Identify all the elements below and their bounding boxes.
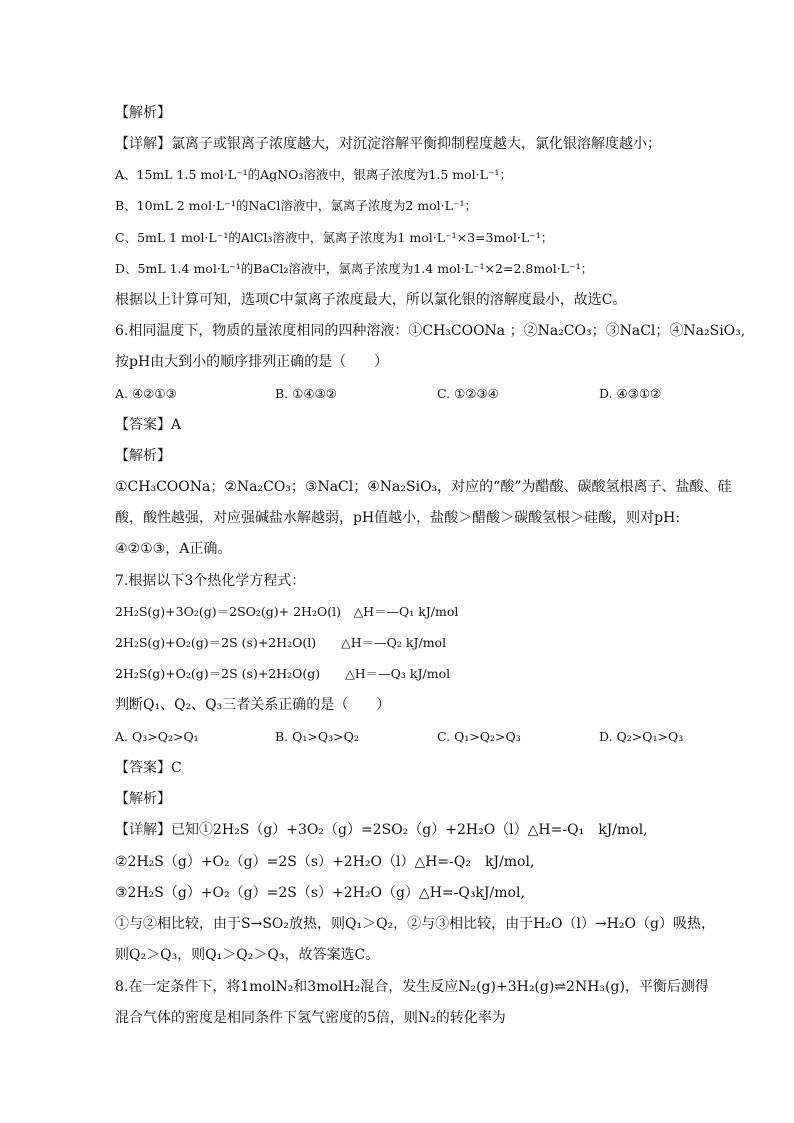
q7-detail-line-1: 【详解】已知①2H₂S（g）+3O₂（g）=2SO₂（g）+2H₂O（l）△H=-Q₁ kJ/mol, [115,822,648,838]
q7-detail-line-5: 则Q₂＞Q₃，则Q₁＞Q₂＞Q₃，故答案选C。 [115,947,380,963]
q6-option-a: A. ④②①③ [115,386,177,401]
q6-analysis-line-1: ①CH₃COONa；②Na₂CO₃；③NaCl；④Na₂SiO₃，对应的“酸”为醋酸、碳酸氢根离子、盐酸、硅 [115,479,732,495]
q6-analysis-line-2: 酸，酸性越强，对应强碱盐水解越弱，pH值越小，盐酸＞醋酸＞碳酸氢根＞硅酸，则对pH: [115,510,681,526]
q6-option-b: B. ①④③② [275,386,337,401]
q7-equation-3: 2H₂S(g)+O₂(g)＝2S (s)+2H₂O(g) △H＝—Q₃ kJ/mol [115,666,451,681]
q7-equation-1: 2H₂S(g)+3O₂(g)＝2SO₂(g)+ 2H₂O(l) △H＝—Q₁ kJ/mol [115,604,459,619]
analysis-label: 【解析】 [115,448,171,464]
q5-option-d-explanation: D、5mL 1.4 mol·L⁻¹的BaCl₂溶液中，氯离子浓度为1.4 mol·L⁻¹×2=2.8mol·L⁻¹； [115,261,594,276]
q7-detail-line-4: ①与②相比较，由于S→SO₂放热，则Q₁＞Q₂，②与③相比较，由于H₂O（l）→H₂O（g）吸热， [115,916,715,932]
q6-stem-line-2: 按pH由大到小的顺序排列正确的是（ ） [115,354,389,370]
q5-option-b-explanation: B、10mL 2 mol·L⁻¹的NaCl溶液中，氯离子浓度为2 mol·L⁻¹； [115,198,478,213]
q7-answer: 【答案】C [115,760,182,776]
q6-stem-line-1: 6.相同温度下，物质的量浓度相同的四种溶液：①CH₃COONa ；②Na₂CO₃；③NaCl；④Na₂SiO₃, [115,323,746,339]
q5-detail: 【详解】氯离子或银离子浓度越大，对沉淀溶解平衡抑制程度越大，氯化银溶解度越小； [115,136,661,152]
q5-conclusion: 根据以上计算可知，选项C中氯离子浓度最大，所以氯化银的溶解度最小，故选C。 [115,292,627,308]
q6-option-d: D. ④③①② [599,386,662,401]
q7-detail-line-2: ②2H₂S（g）+O₂（g）=2S（s）+2H₂O（l）△H=-Q₂ kJ/mol, [115,854,535,870]
q5-option-c-explanation: C、5mL 1 mol·L⁻¹的AlCl₃溶液中，氯离子浓度为1 mol·L⁻¹×3=3mol·L⁻¹； [115,230,554,245]
q7-option-a: A. Q₃>Q₂>Q₁ [115,729,199,744]
q7-option-b: B. Q₁>Q₃>Q₂ [275,729,359,744]
q8-stem-line-2: 混合气体的密度是相同条件下氢气密度的5倍，则N₂的转化率为 [115,1010,506,1026]
q7-detail-line-3: ③2H₂S（g）+O₂（g）=2S（s）+2H₂O（g）△H=-Q₃kJ/mol, [115,885,525,901]
q8-stem-line-1: 8.在一定条件下，将1molN₂和3molH₂混合，发生反应N₂(g)+3H₂(g)⇌2NH₃(g)，平衡后测得 [115,979,709,995]
q7-option-d: D. Q₂>Q₁>Q₃ [599,729,684,744]
q7-stem: 7.根据以下3个热化学方程式： [115,573,306,589]
analysis-label: 【解析】 [115,105,171,121]
analysis-label: 【解析】 [115,791,171,807]
q6-analysis-line-3: ④②①③，A正确。 [115,541,232,557]
q5-option-a-explanation: A、15mL 1.5 mol·L⁻¹的AgNO₃溶液中，银离子浓度为1.5 mol·L⁻¹； [115,167,513,182]
q7-option-c: C. Q₁>Q₂>Q₃ [437,729,521,744]
q6-answer: 【答案】A [115,417,182,433]
q6-option-c: C. ①②③④ [437,386,499,401]
q7-question: 判断Q₁、Q₂、Q₃三者关系正确的是（ ） [115,697,391,713]
q7-equation-2: 2H₂S(g)+O₂(g)＝2S (s)+2H₂O(l) △H＝—Q₂ kJ/mol [115,635,447,650]
